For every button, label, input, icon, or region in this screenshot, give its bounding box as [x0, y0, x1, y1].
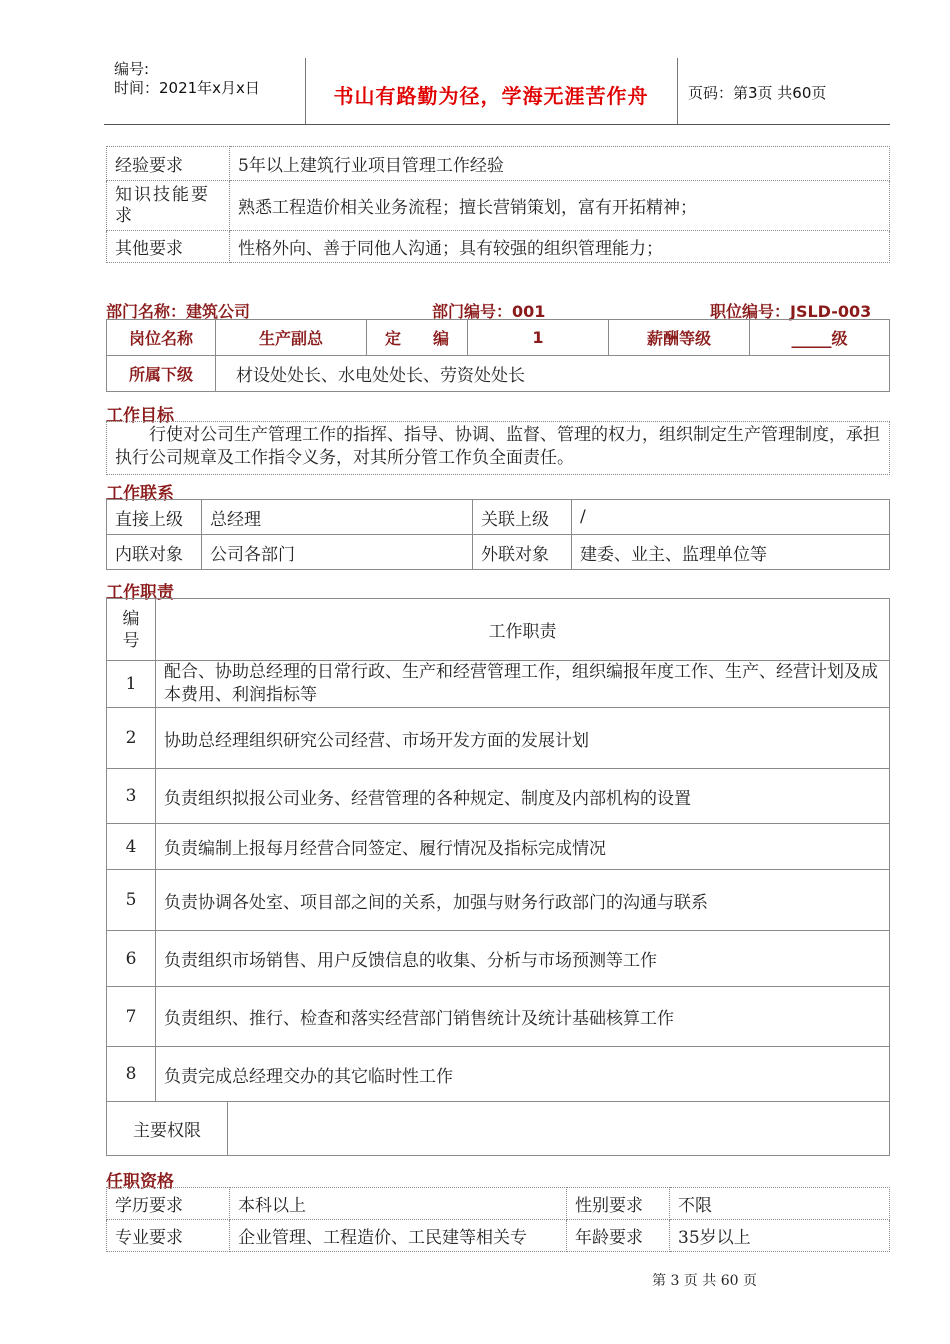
qualification-label: 学历要求	[107, 1188, 230, 1220]
relation-label: 外联对象	[473, 535, 572, 570]
relation-value: 总经理	[202, 500, 473, 535]
table-row	[107, 1188, 890, 1220]
header-motto: 书山有路勤为径，学海无涯苦作舟	[333, 84, 649, 108]
header-divider-right	[677, 58, 678, 124]
duty-text: 负责组织市场销售、用户反馈信息的收集、分析与市场预测等工作	[156, 931, 890, 987]
duty-text: 负责组织拟报公司业务、经营管理的各种规定、制度及内部机构的设置	[156, 769, 890, 824]
department-name: 部门名称：建筑公司	[106, 302, 251, 321]
table-row	[107, 535, 890, 570]
qualification-value: 不限	[670, 1188, 890, 1220]
duty-number: 8	[107, 1047, 156, 1102]
table-row	[107, 931, 890, 987]
qualification-value: 本科以上	[230, 1188, 567, 1220]
quota-label: 定 编	[367, 320, 468, 356]
document-number-label: 编号:	[114, 60, 150, 78]
work-goal-text: 行使对公司生产管理工作的指挥、指导、协调、监督、管理的权力，组织制定生产管理制度，承担执行公司规章及工作指令义务，对其所分管工作负全面责任。	[106, 421, 890, 475]
duty-text: 负责组织、推行、检查和落实经营部门销售统计及统计基础核算工作	[156, 987, 890, 1047]
table-row	[107, 870, 890, 931]
label-cell: 其他要求	[107, 231, 230, 263]
salary-grade-label: 薪酬等级	[609, 320, 750, 356]
table-row	[107, 147, 890, 181]
subordinates-value: 材设处处长、水电处处长、劳资处处长	[216, 356, 890, 392]
salary-grade-value: _____级	[750, 320, 890, 356]
table-row	[107, 500, 890, 535]
table-row	[107, 824, 890, 870]
table-row	[107, 599, 890, 661]
table-row	[107, 181, 890, 231]
duty-number: 3	[107, 769, 156, 824]
table-row	[107, 231, 890, 263]
table-row	[107, 1047, 890, 1102]
value-cell: 熟悉工程造价相关业务流程；擅长营销策划，富有开拓精神；	[230, 181, 890, 231]
duties-title: 工作职责	[106, 583, 174, 603]
table-row	[107, 1220, 890, 1252]
qualification-label: 年龄要求	[567, 1220, 670, 1252]
duty-text: 负责完成总经理交办的其它临时性工作	[156, 1047, 890, 1102]
duty-number-header: 编号	[107, 599, 156, 661]
duty-number: 5	[107, 870, 156, 931]
table-row	[107, 1102, 890, 1156]
authority-label: 主要权限	[107, 1102, 228, 1156]
table-row	[107, 769, 890, 824]
relation-label: 关联上级	[473, 500, 572, 535]
document-time-label: 时间：2021年x月x日	[114, 79, 260, 97]
qualification-value: 35岁以上	[670, 1220, 890, 1252]
relation-label: 直接上级	[107, 500, 202, 535]
work-goal-title: 工作目标	[106, 406, 174, 426]
table-row	[107, 320, 890, 356]
duty-number: 7	[107, 987, 156, 1047]
page-footer: 第 3 页 共 60 页	[652, 1273, 757, 1289]
duty-number: 1	[107, 661, 156, 708]
position-table	[106, 319, 890, 392]
duty-text: 负责协调各处室、项目部之间的关系，加强与财务行政部门的沟通与联系	[156, 870, 890, 931]
requirements-table	[106, 146, 890, 263]
table-row	[107, 356, 890, 392]
position-name-value: 生产副总	[216, 320, 367, 356]
quota-value: 1	[468, 320, 609, 356]
duty-number: 2	[107, 708, 156, 769]
subordinates-label: 所属下级	[107, 356, 216, 392]
table-row	[107, 708, 890, 769]
relation-value: 建委、业主、监理单位等	[572, 535, 890, 570]
value-cell: 性格外向、善于同他人沟通；具有较强的组织管理能力；	[230, 231, 890, 263]
duty-text: 负责编制上报每月经营合同签定、履行情况及指标完成情况	[156, 824, 890, 870]
duty-text: 协助总经理组织研究公司经营、市场开发方面的发展计划	[156, 708, 890, 769]
duties-table	[106, 598, 890, 1156]
duty-text: 配合、协助总经理的日常行政、生产和经营管理工作，组织编报年度工作、生产、经营计划及成本费用、利润指标等	[156, 661, 890, 708]
relation-value: /	[572, 500, 890, 535]
duty-number: 4	[107, 824, 156, 870]
value-cell: 5年以上建筑行业项目管理工作经验	[230, 147, 890, 181]
header-rule	[104, 124, 890, 125]
qualification-value: 企业管理、工程造价、工民建等相关专	[230, 1220, 567, 1252]
work-relation-table	[106, 499, 890, 570]
duty-text-header: 工作职责	[156, 599, 890, 661]
header-page-number: 页码：第3页 共60页	[688, 84, 827, 102]
relation-label: 内联对象	[107, 535, 202, 570]
table-row	[107, 661, 890, 708]
qualification-label: 专业要求	[107, 1220, 230, 1252]
authority-value	[228, 1102, 890, 1156]
label-cell: 经验要求	[107, 147, 230, 181]
department-number: 部门编号：001	[432, 302, 546, 321]
work-relation-title: 工作联系	[106, 484, 174, 504]
qualification-title: 任职资格	[106, 1172, 174, 1192]
position-name-label: 岗位名称	[107, 320, 216, 356]
relation-value: 公司各部门	[202, 535, 473, 570]
table-row	[107, 987, 890, 1047]
qualification-table	[106, 1187, 890, 1252]
duty-number: 6	[107, 931, 156, 987]
position-number: 职位编号：JSLD-003	[710, 302, 872, 321]
qualification-label: 性别要求	[567, 1188, 670, 1220]
label-cell: 知识技能要求	[107, 181, 230, 231]
